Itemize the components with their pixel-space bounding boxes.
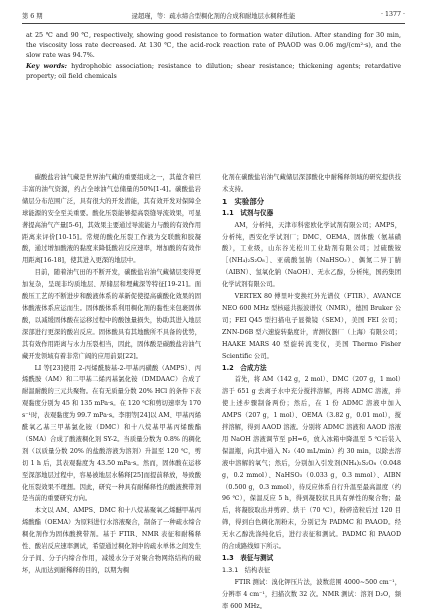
section-heading-experimental: 1 实验部分 [222, 196, 265, 206]
reagents-paragraph: AM，分析纯，天津市科密欧化学试剂有限公司；AMPS，分析纯，西安化学试剂厂；DMC、OEMA、固体酸（氨基磺酸），工业级，山东谷光松川工业助剂有限公司；过硫酸铵［(NH₄)₂S₂O₈］、亚硫酸氢钠（NaHSO₃）、偶氮二异丁腈（AIBN）、氢氧化钠（NaOH）、无水乙醇，分析纯，国药集团化学试剂有限公司。 [222, 221, 401, 289]
subsection-heading-characterization: 1.3 表征与测试 [222, 554, 274, 562]
left-column [22, 172, 201, 577]
running-title: 逯超瑾，等：疏水缔合型稠化剂的合成和耐地层水稠释性能 [131, 13, 296, 20]
synthesis-paragraph: 首先，将 AM（142 g，2 mol）、DMC（207 g，1 mol）溶于 651 g 去离子水中充分搅拌溶解，再将 ADMC 溶液，并使上述步骤制备两份；然后，在 1 份 ADMC 溶液中加入 AMPS（207 g，1 mol）、OEMA（3.82 g，0.01 mol），搅拌溶解，得到 AAOD 溶液。分别将 ADMC 溶液和 AAOD 溶液用 NaOH 溶液调节至 pH=6，放入冰箱中降温至 5 ℃后装入保温瓶，向其中通入 N₂（40 mL/min）约 30 min，以除去溶液中溶解的氧气；然后，分别加入引发剂(NH₄)₂S₂O₈（0.048 g，0.2 mmol）、NaHSO₃（0.033 g，0.3 mmol）、AIBN（0.500 g，0.3 mmol），待反应体系自行升温至最高温度（约 96 ℃），保温反应 5 h，得到凝胶状且具有弹性的聚合物；最后，将凝胶取出并剪碎、烘干（70 ℃），粉碎造粒后过 120 目筛，得到白色稠化剂粉末，分别记为 PADMC 和 PAAOD。经无水乙醇洗涤纯化后，进行表征和测试。PADMC 和 PAAOD 的合成路线如下所示。 [222, 376, 401, 551]
intro-paragraph-4: 本文以 AM、AMPS、DMC 和十八烷基聚氧乙烯醚甲基丙烯酸酯（OEMA）为原料进行水溶液聚合，制备了一种疏水缔合稠化剂作为固体酸携带剂。基于 FTIR、NMR 表征和耐稀释性、酸岩反应速率测试，希望通过稠化剂中的疏水单体之间发生分子间、分子内缔合作用，减缓水分子对聚合物网络结构的破坏，从而达到耐稀释的目的，以期为稠 [22, 507, 201, 574]
issue-number: 第 6 期 [22, 13, 43, 20]
subsubsection-heading-structure: 1.3.1 结构表征 [222, 565, 271, 574]
subsection-heading-reagents: 1.1 试剂与仪器 [222, 208, 274, 217]
ftir-nmr-paragraph: FTIR 测试：溴化钾压片法，波数范围 4000~500 cm⁻¹，分辨率 4 cm⁻¹，扫描次数 32 次。NMR 测试：溶剂 D₂O，频率 600 MHz。 [222, 578, 401, 610]
keywords-label: Key words: [26, 61, 68, 70]
english-abstract [26, 30, 401, 81]
intro-paragraph-5: 化剂在碳酸盐岩油气藏储层深部酸化中耐稀释领域的研究提供技术支持。 [222, 174, 401, 193]
instruments-paragraph: VERTEX 80 傅里叶变换红外光谱仪（FTIR）、AVANCE NEO 600 MHz 型核磁共振波谱仪（NMR），德国 Bruker 公司；FEI Q45 型扫描电子显微镜（SEM），美国 FEI 公司；ZNN-D6B 型六速旋转黏度计，青测仪器厂（上海）有限公司；HAAKE MARS 40 型旋转流变仪，美国 Thermo Fisher Scientific 公司。 [222, 293, 401, 360]
abstract-body: at 25 ℃ and 90 ℃, respectively, showing good resistance to formation water dilution. After standing for 30 min, the viscosity loss rate decreased. At 130 ℃, the acid-rock reaction rate of PAAOD was 0.06 mg/(cm²·s), and the slow rate was 94.7%. [26, 31, 401, 60]
subsection-heading-synthesis: 1.2 合成方法 [222, 363, 267, 372]
page-header [22, 9, 405, 24]
keywords-line [26, 61, 401, 81]
intro-paragraph-3: LI 等[23]使用 2-丙烯酰胺基-2-甲基丙磺酸（AMPS）、丙烯酰胺（AM）和二甲基二烯丙基氯化铵（DMDAAC）合成了耐温耐酸的三元共聚物。在有无质量分数 20% HCl 的条件下表观黏度分别为 45 和 135 mPa·s。在 120 ℃和剪切速率为 170 s⁻¹时，表观黏度为 99.7 mPa·s。李朋等[24]以 AM、甲基丙烯酰氧乙基三甲基氯化铵（DMC）和十八烷基甲基丙烯酸酯（SMA）合成了酸液稠化剂 SY-2。当质量分数为 0.8% 的稠化剂（以质量分数 20% 的盐酸溶液为溶剂）升温至 120 ℃，剪切 1 h 后，其表观黏度为 43.50 mPa·s。然而，固体酸在运移至深部地层过程中，容易被地层水稀释[25]而提前释放，导致酸化压裂效果不理想。因此，研究一种具有耐稀释性的酸液携带剂是当前的重要研究方向。 [22, 364, 201, 503]
right-column [222, 172, 401, 613]
keywords-text: hydrophobic association; resistance to dilution; shear resistance; thickening agents; retardative property; oil field chemicals [26, 61, 401, 80]
intro-paragraph-1: 碳酸盐岩油气藏是世界油气藏的重要组成之一，其蕴含着巨丰富的油气资源，约占全球油气总储量的50%[1-4]。碳酸盐岩储层分布范围广泛，具有很大的开发潜能，其有效开发对保障全球能源的安全至关重要。酸化压裂能够提高裂缝导流效果，可显著提高油气产量[5-6]，其效果主要通过导流能力与酸的有效作用距离来评价[10-15]。常规的酸化压裂工作液为交联酸和胶凝酸，通过增加酸液的黏度来降低酸岩反应速率，增加酸的有效作用距离[16-18]，使其进入更深的地层中。 [22, 174, 201, 265]
intro-paragraph-2: 目前，随着油气田的不断开发，碳酸盐岩油气藏储层变得更加复杂，呈现非均质地层、厚储层和埋藏深等特征[19-21]。面酸压工艺的不断进步和酸液体系的革新促使提高碳酸化效果的固体酸液体系应运而生。固体酸体系利用稠化剂的黏性来包裹固体酸，以减缓固体酸在运移过程中的酸蚀量损失，协助其进入地层深部进行更深的酸岩反应。固体酸具有其地酸所不具备的优势，其有效作用距离与水力压裂相当，因此，固体酸是碳酸盐岩油气藏开发领域有着非常广阔的应用前景[22]。 [22, 269, 201, 360]
page-number: · 1377 · [380, 11, 405, 18]
